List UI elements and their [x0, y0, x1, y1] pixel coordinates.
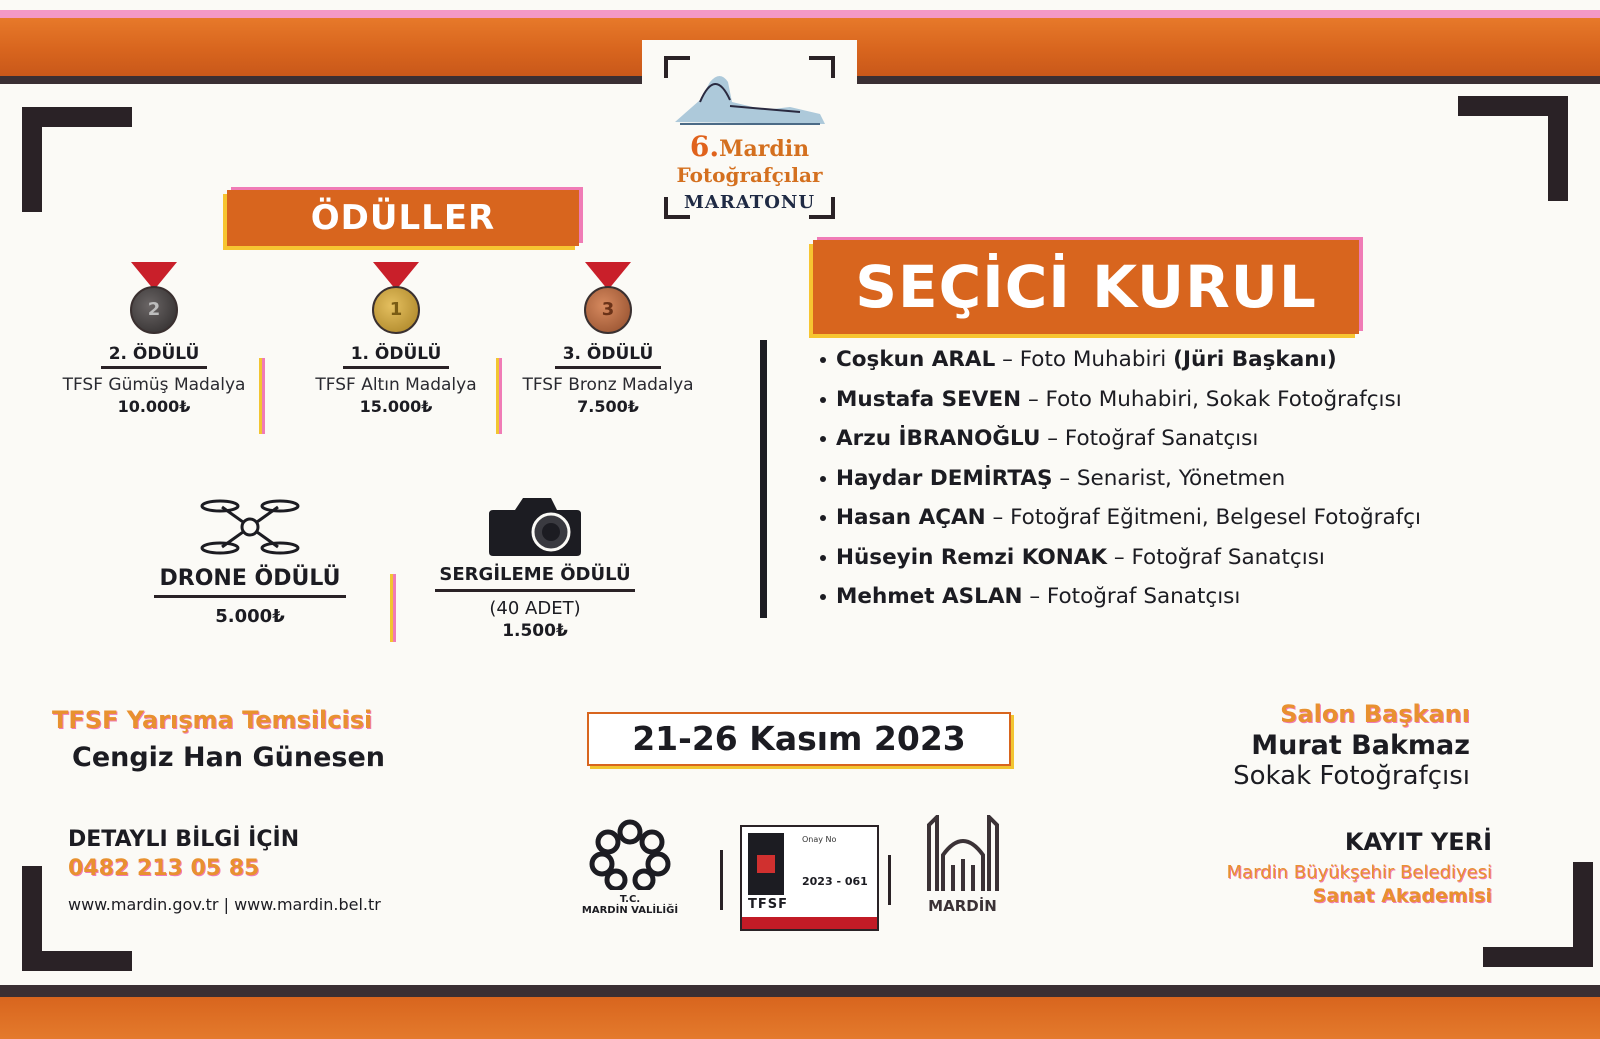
tfsf-code: 2023 - 061 — [802, 875, 868, 888]
representative-label: TFSF Yarışma Temsilcisi — [52, 706, 373, 734]
frame-corner-top-left — [22, 107, 132, 212]
mardin-skyline-icon — [670, 62, 830, 132]
separator — [888, 855, 891, 905]
drone-award-head: DRONE ÖDÜLÜ — [154, 566, 347, 598]
jury-member — [820, 538, 1580, 578]
jury-member — [820, 380, 1580, 420]
award-name: TFSF Altın Madalya — [315, 375, 477, 395]
website-separator: | — [223, 895, 229, 914]
valilik-emblem-icon — [588, 818, 672, 890]
valilik-line1: T.C. — [619, 894, 641, 905]
jury-member-role: – Foto Muhabiri — [995, 347, 1174, 372]
jury-member — [820, 498, 1580, 538]
jury-member-role: – Fotoğraf Sanatçısı — [1022, 584, 1241, 609]
salon-head-label: Salon Başkanı — [1280, 700, 1470, 728]
award-name: TFSF Gümüş Madalya — [62, 375, 246, 395]
awards-title: ÖDÜLLER — [227, 190, 579, 246]
jury-member-name: Mehmet ASLAN — [836, 584, 1023, 609]
logo-line2: Fotoğrafçılar — [676, 163, 823, 187]
jury-member-role: – Fotoğraf Eğitmeni, Belgesel Fotoğrafçı — [985, 505, 1421, 530]
silver-medal-icon — [130, 286, 178, 334]
award-amount: 10.000₺ — [117, 397, 191, 416]
separator — [259, 358, 265, 434]
tfsf-red-bar — [742, 917, 877, 929]
jury-list — [820, 340, 1580, 617]
award-head: 2. ÖDÜLÜ — [101, 344, 208, 369]
award-head: 3. ÖDÜLÜ — [555, 344, 662, 369]
contact-phone: 0482 213 05 85 — [68, 856, 260, 881]
top-accent-stripe — [0, 10, 1600, 18]
medal-number: 2 — [147, 299, 161, 320]
award-name: TFSF Bronz Madalya — [522, 375, 694, 395]
medal-number: 3 — [601, 299, 615, 320]
drone-award — [140, 492, 360, 627]
jury-divider — [760, 340, 767, 618]
salon-head-name: Murat Bakmaz — [1251, 730, 1470, 761]
bullet-icon — [820, 594, 826, 600]
registration-line1: Mardin Büyükşehir Belediyesi — [1226, 862, 1492, 883]
bullet-icon — [820, 357, 826, 363]
separator — [390, 574, 396, 642]
award-head: 1. ÖDÜLÜ — [343, 344, 450, 369]
contact-label: DETAYLI BİLGİ İÇİN — [68, 827, 300, 852]
frame-corner-bottom-left — [22, 866, 132, 971]
tfsf-logo — [740, 825, 879, 931]
jury-member-name: Coşkun ARAL — [836, 347, 996, 372]
separator — [720, 850, 723, 910]
award-third — [498, 262, 718, 416]
website-link[interactable]: www.mardin.bel.tr — [234, 895, 381, 914]
belediye-logo — [915, 815, 1010, 915]
award-amount: 15.000₺ — [359, 397, 433, 416]
jury-member-extra: (Jüri Başkanı) — [1173, 347, 1337, 372]
frame-corner-bottom-right — [1483, 862, 1593, 967]
representative-name: Cengiz Han Günesen — [72, 742, 386, 773]
jury-member-role: – Foto Muhabiri, Sokak Fotoğrafçısı — [1021, 386, 1402, 412]
award-second — [44, 262, 264, 416]
jury-member — [820, 577, 1580, 617]
bottom-orange-band — [0, 985, 1600, 1039]
exhibition-award-amount: 1.500₺ — [502, 621, 568, 641]
bullet-icon — [820, 476, 826, 482]
jury-member-name: Hüseyin Remzi KONAK — [836, 544, 1108, 570]
jury-member-name: Mustafa SEVEN — [836, 386, 1022, 412]
exhibition-award — [425, 492, 645, 641]
bullet-icon — [820, 436, 826, 442]
medal-number: 1 — [389, 299, 403, 320]
valilik-line2: MARDİN VALİLİĞİ — [581, 905, 679, 916]
jury-member-name: Arzu İBRANOĞLU — [836, 426, 1041, 451]
bullet-icon — [820, 555, 826, 561]
website-link[interactable]: www.mardin.gov.tr — [68, 895, 219, 914]
logo-line1: Mardin — [719, 136, 810, 162]
bullet-icon — [820, 397, 826, 403]
jury-member-role: – Senarist, Yönetmen — [1052, 465, 1286, 491]
jury-member-role: – Fotoğraf Sanatçısı — [1107, 544, 1325, 570]
exhibition-award-head: SERGİLEME ÖDÜLÜ — [435, 564, 634, 592]
award-first — [286, 262, 506, 416]
registration-line2: Sanat Akademisi — [1312, 885, 1492, 907]
salon-head-title: Sokak Fotoğrafçısı — [1233, 761, 1470, 791]
camera-icon — [485, 492, 585, 558]
tfsf-text: TFSF — [748, 897, 788, 912]
jury-member — [820, 459, 1580, 499]
frame-corner-top-right — [1458, 96, 1568, 201]
logo-number: 6. — [689, 130, 720, 163]
jury-member-role: – Fotoğraf Sanatçısı — [1040, 426, 1259, 451]
mosque-emblem-icon — [921, 815, 1005, 893]
tfsf-code-label: Onay No — [802, 835, 837, 844]
marathon-logo — [642, 40, 857, 235]
drone-icon — [200, 492, 300, 562]
bullet-icon — [820, 515, 826, 521]
drone-award-amount: 5.000₺ — [215, 606, 285, 627]
film-strip-icon — [748, 833, 784, 895]
jury-member — [820, 340, 1580, 380]
valilik-logo — [570, 818, 690, 916]
jury-member-name: Haydar DEMİRTAŞ — [836, 465, 1053, 491]
salon-head — [1140, 700, 1470, 791]
belediye-label: MARDİN — [928, 897, 997, 915]
jury-title: SEÇİCİ KURUL — [813, 240, 1359, 334]
award-amount: 7.500₺ — [577, 397, 639, 416]
gold-medal-icon — [372, 286, 420, 334]
bronze-medal-icon — [584, 286, 632, 334]
event-dates: 21-26 Kasım 2023 — [587, 712, 1011, 766]
registration-info — [1120, 828, 1492, 907]
contact-websites — [68, 895, 381, 914]
jury-member-name: Hasan AÇAN — [836, 505, 986, 530]
registration-label: KAYIT YERİ — [1344, 828, 1492, 856]
jury-member — [820, 419, 1580, 459]
exhibition-award-note: (40 ADET) — [489, 598, 581, 619]
logo-line3: MARATONU — [683, 192, 816, 213]
